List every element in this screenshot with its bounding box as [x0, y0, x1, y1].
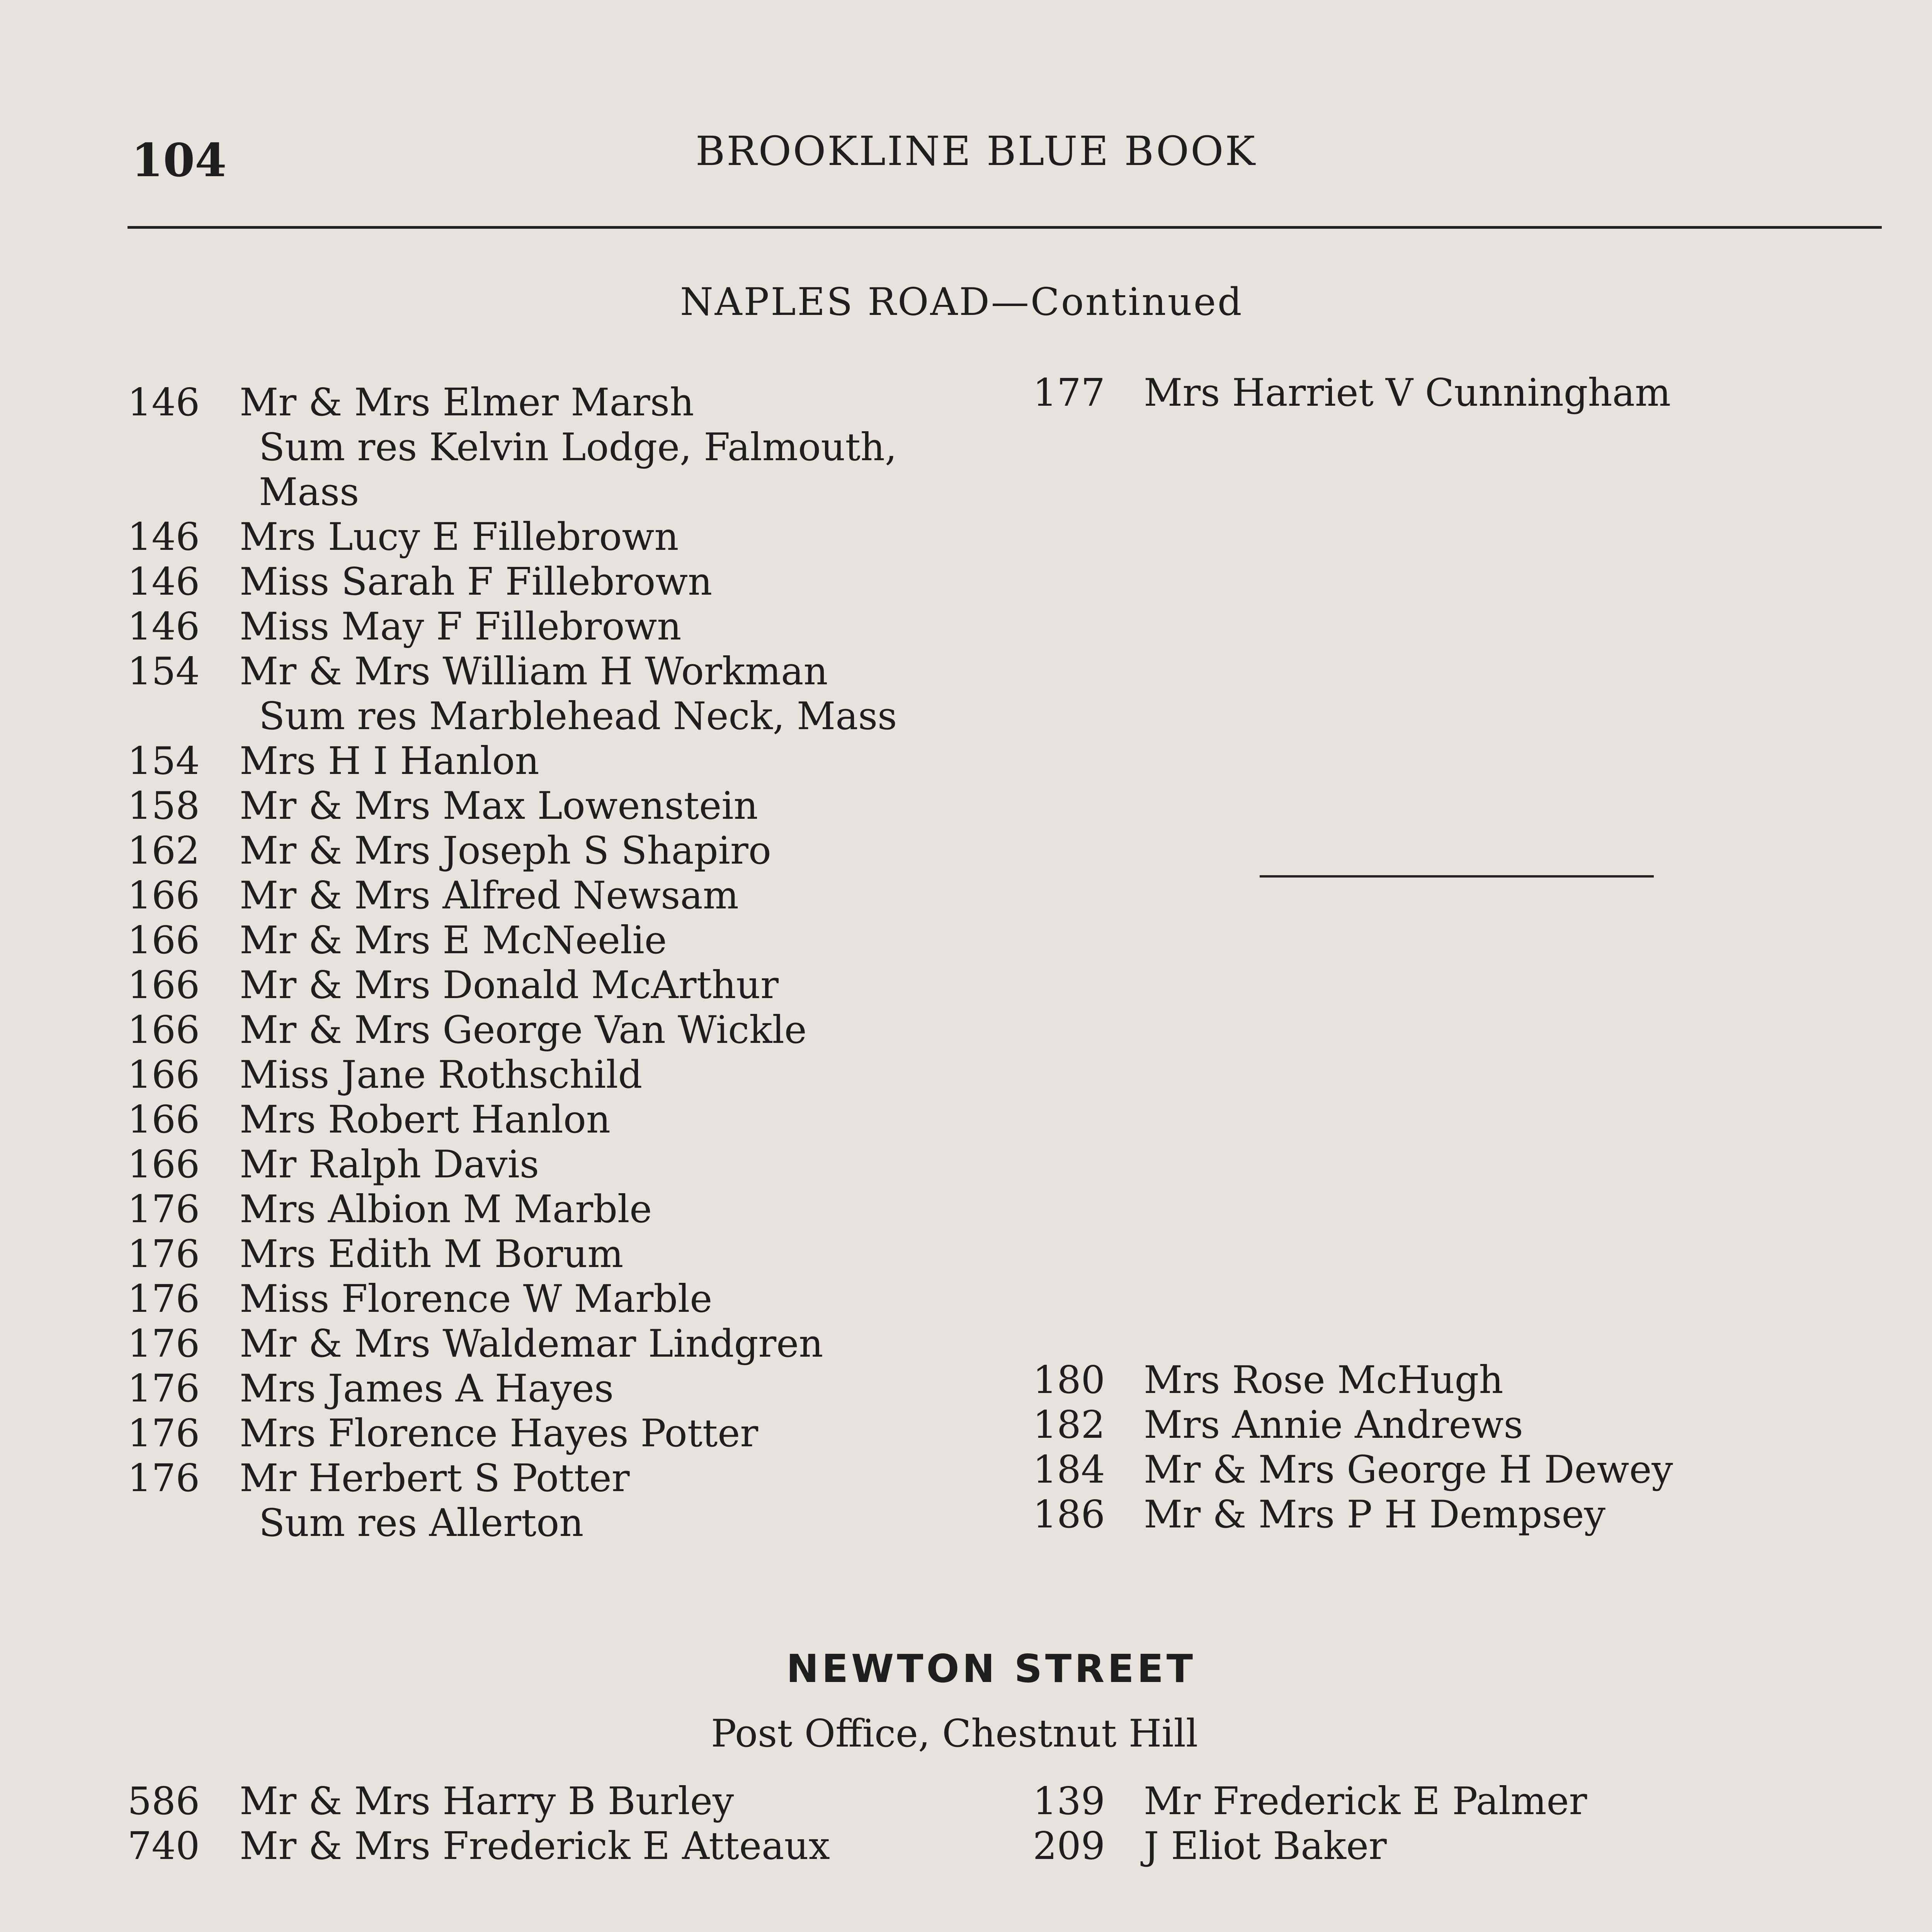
house-number: 162	[128, 829, 200, 873]
resident-name: Miss Florence W Marble	[240, 1277, 713, 1321]
directory-entry	[128, 1008, 807, 1053]
house-number: 139	[1032, 1779, 1105, 1823]
resident-name: Mr & Mrs Harry B Burley	[240, 1779, 734, 1823]
resident-name: Mr Frederick E Palmer	[1144, 1779, 1587, 1823]
resident-name: Sum res Allerton	[259, 1501, 584, 1545]
house-number: 154	[128, 650, 200, 694]
house-number: 166	[128, 1098, 200, 1142]
resident-name: Miss Jane Rothschild	[240, 1053, 643, 1097]
house-number: 182	[1032, 1403, 1105, 1447]
directory-entry-continuation	[128, 425, 897, 470]
house-number: 176	[128, 1367, 200, 1411]
directory-entry	[128, 963, 779, 1008]
directory-entry	[128, 1456, 630, 1501]
resident-name: Mr & Mrs Max Lowenstein	[240, 784, 758, 828]
directory-entry	[1028, 1403, 1523, 1447]
directory-entry	[1028, 1824, 1387, 1869]
directory-entry	[1028, 1779, 1587, 1824]
directory-entry	[128, 605, 682, 649]
directory-entry	[128, 560, 713, 604]
resident-name: Mr & Mrs Frederick E Atteaux	[240, 1824, 830, 1868]
directory-entry	[128, 1412, 759, 1456]
house-number: 176	[128, 1232, 200, 1276]
resident-name: Mrs H I Hanlon	[240, 739, 539, 783]
directory-entry	[128, 1098, 611, 1142]
house-number: 586	[128, 1779, 200, 1823]
house-number: 176	[128, 1456, 200, 1500]
house-number: 166	[128, 1143, 200, 1187]
directory-entry	[128, 1367, 614, 1411]
page-number: 104	[131, 133, 227, 187]
resident-name: Miss Sarah F Fillebrown	[240, 560, 713, 604]
house-number: 166	[128, 1008, 200, 1052]
directory-entry	[1028, 371, 1671, 415]
directory-entry	[128, 1824, 830, 1869]
resident-name: J Eliot Baker	[1144, 1824, 1387, 1868]
directory-entry-continuation	[128, 1501, 584, 1546]
directory-entry	[128, 784, 758, 828]
resident-name: Mrs Rose McHugh	[1144, 1358, 1503, 1402]
newton-heading: NEWTON STREET	[786, 1646, 1196, 1691]
directory-entry	[128, 515, 679, 560]
column-end-rule	[1260, 875, 1654, 878]
house-number: 166	[128, 1053, 200, 1097]
header-rule	[128, 226, 1882, 229]
resident-name: Mr Herbert S Potter	[240, 1456, 630, 1500]
directory-entry	[128, 1053, 643, 1097]
resident-name: Mrs Annie Andrews	[1144, 1403, 1523, 1447]
house-number: 177	[1032, 371, 1105, 415]
running-title: BROOKLINE BLUE BOOK	[696, 128, 1257, 175]
resident-name: Sum res Kelvin Lodge, Falmouth,	[259, 425, 897, 469]
directory-entry	[128, 381, 694, 425]
resident-name: Mrs Florence Hayes Potter	[240, 1412, 759, 1456]
house-number: 209	[1032, 1824, 1105, 1868]
resident-name: Mr & Mrs William H Workman	[240, 650, 828, 694]
house-number: 176	[128, 1412, 200, 1456]
directory-entry	[1028, 1493, 1605, 1537]
resident-name: Mr & Mrs Elmer Marsh	[240, 381, 694, 425]
directory-entry	[128, 874, 739, 918]
house-number: 146	[128, 381, 200, 425]
resident-name: Mr & Mrs E McNeelie	[240, 918, 667, 963]
newton-subheading: Post Office, Chestnut Hill	[711, 1712, 1198, 1756]
directory-entry	[1028, 1448, 1673, 1492]
house-number: 740	[128, 1824, 200, 1868]
house-number: 176	[128, 1277, 200, 1321]
house-number: 146	[128, 515, 200, 559]
house-number: 146	[128, 605, 200, 649]
resident-name: Mr & Mrs Waldemar Lindgren	[240, 1322, 823, 1366]
resident-name: Mr & Mrs Joseph S Shapiro	[240, 829, 771, 873]
resident-name: Mrs Robert Hanlon	[240, 1098, 611, 1142]
resident-name: Mrs Lucy E Fillebrown	[240, 515, 679, 559]
resident-name: Mr & Mrs P H Dempsey	[1144, 1493, 1605, 1537]
house-number: 180	[1032, 1358, 1105, 1402]
directory-entry-continuation	[128, 694, 897, 739]
resident-name: Mrs Harriet V Cunningham	[1144, 371, 1671, 415]
house-number: 166	[128, 918, 200, 963]
directory-entry	[128, 829, 771, 873]
house-number: 146	[128, 560, 200, 604]
directory-entry	[128, 918, 667, 963]
directory-entry	[128, 650, 828, 694]
resident-name: Mr & Mrs George H Dewey	[1144, 1448, 1673, 1492]
directory-entry	[128, 1779, 734, 1824]
resident-name: Mrs Edith M Borum	[240, 1232, 624, 1276]
directory-entry	[128, 1232, 624, 1277]
resident-name: Miss May F Fillebrown	[240, 605, 682, 649]
directory-entry	[128, 1322, 823, 1366]
house-number: 158	[128, 784, 200, 828]
directory-entry	[128, 1277, 713, 1321]
resident-name: Mr & Mrs Donald McArthur	[240, 963, 779, 1007]
house-number: 176	[128, 1322, 200, 1366]
resident-name: Mrs James A Hayes	[240, 1367, 614, 1411]
resident-name: Sum res Marblehead Neck, Mass	[259, 694, 897, 738]
resident-name: Mr Ralph Davis	[240, 1143, 539, 1187]
house-number: 184	[1032, 1448, 1105, 1492]
directory-entry	[128, 739, 539, 784]
resident-name: Mr & Mrs Alfred Newsam	[240, 874, 739, 918]
resident-name: Mass	[259, 470, 359, 514]
directory-entry	[128, 1187, 652, 1232]
house-number: 176	[128, 1187, 200, 1231]
naples-heading: NAPLES ROAD—Continued	[680, 280, 1243, 324]
directory-entry	[1028, 1358, 1503, 1403]
resident-name: Mrs Albion M Marble	[240, 1187, 652, 1231]
directory-entry-continuation	[128, 470, 359, 515]
house-number: 186	[1032, 1493, 1105, 1537]
directory-entry	[128, 1143, 539, 1187]
resident-name: Mr & Mrs George Van Wickle	[240, 1008, 807, 1052]
house-number: 166	[128, 874, 200, 918]
house-number: 166	[128, 963, 200, 1007]
house-number: 154	[128, 739, 200, 783]
